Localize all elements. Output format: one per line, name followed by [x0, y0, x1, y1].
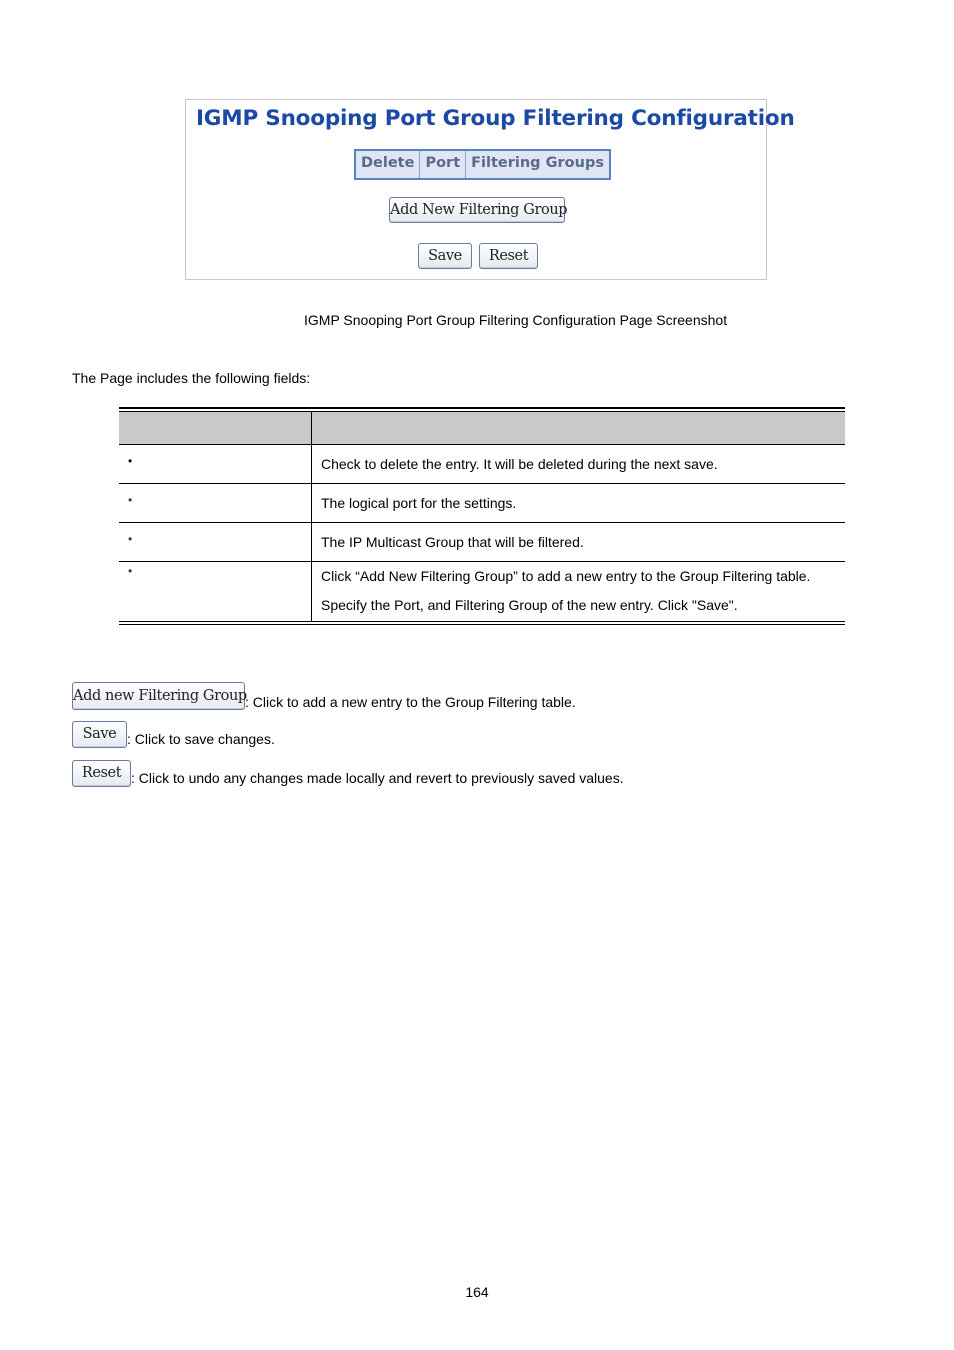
bullet: •	[128, 564, 133, 578]
save-button[interactable]: Save	[418, 243, 472, 269]
reset-button-text: : Click to undo any changes made locally and revert to previously saved values.	[131, 770, 624, 786]
table-header-row	[119, 411, 845, 444]
reset-button[interactable]: Reset	[72, 760, 131, 787]
table-top-rule	[119, 407, 845, 409]
add-new-filtering-group-button[interactable]: Add new Filtering Group	[72, 682, 245, 710]
row-description: Specify the Port, and Filtering Group of the new entry. Click "Save".	[321, 597, 738, 613]
config-page-screenshot	[185, 99, 795, 280]
table-bottom-rule	[119, 621, 845, 625]
intro-text: The Page includes the following fields:	[72, 370, 311, 386]
bullet: •	[128, 532, 133, 546]
header-delete: Delete	[356, 151, 420, 178]
add-button-description	[72, 682, 576, 710]
fields-table	[119, 407, 845, 625]
save-button[interactable]: Save	[72, 721, 127, 748]
reset-button-description	[72, 760, 624, 787]
table-row	[119, 522, 845, 561]
row-description: The IP Multicast Group that will be filtered.	[321, 534, 584, 550]
header-port: Port	[420, 151, 466, 178]
table-row	[119, 561, 845, 621]
page-number: 164	[465, 1284, 489, 1300]
filter-table-header	[354, 149, 611, 180]
add-new-filtering-group-button[interactable]: Add New Filtering Group	[389, 197, 565, 223]
table-row	[119, 444, 845, 483]
header-filtering-groups: Filtering Groups	[471, 155, 604, 171]
screenshot-title: IGMP Snooping Port Group Filtering Configuration	[196, 106, 795, 131]
save-button-description	[72, 721, 275, 748]
figure-caption: IGMP Snooping Port Group Filtering Configuration Page Screenshot	[304, 312, 728, 328]
bullet: •	[128, 454, 133, 468]
row-description: Click “Add New Filtering Group” to add a new entry to the Group Filtering table.	[321, 568, 811, 584]
reset-button[interactable]: Reset	[479, 243, 538, 269]
save-button-text: : Click to save changes.	[127, 731, 275, 747]
row-description: Check to delete the entry. It will be deleted during the next save.	[321, 456, 718, 472]
add-button-text: : Click to add a new entry to the Group Filtering table.	[245, 694, 576, 710]
table-row	[119, 483, 845, 522]
row-description: The logical port for the settings.	[321, 495, 517, 511]
header-object-cell	[119, 412, 312, 444]
bullet: •	[128, 493, 133, 507]
